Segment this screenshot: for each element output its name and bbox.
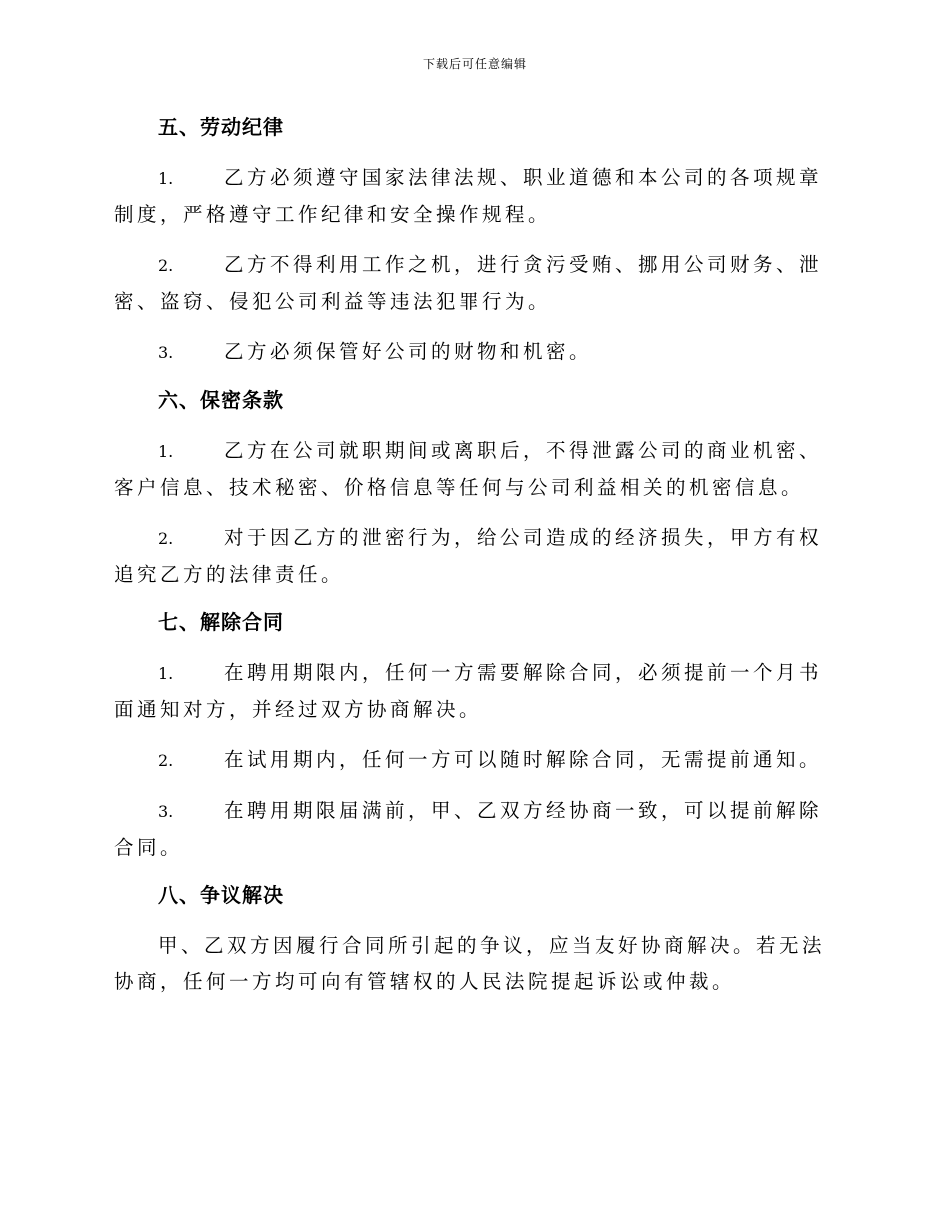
clause — [114, 520, 836, 593]
clause — [114, 160, 836, 233]
section-heading: 五、劳动纪律 — [158, 115, 284, 139]
header-note: 下载后可任意编辑 — [422, 57, 527, 71]
clause-number: 3. — [158, 802, 174, 821]
document-body — [114, 112, 836, 1000]
clause-text: 乙方不得利用工作之机，进行贪污受贿、挪用公司财务、泄密、盗窃、侵犯公司利益等违法犯罪行为。 — [114, 253, 823, 313]
clause-number: 1. — [158, 442, 174, 461]
clause-number: 2. — [158, 751, 174, 770]
clause — [114, 742, 836, 779]
section-paragraph: 甲、乙双方因履行合同所引起的争议，应当友好协商解决。若无法协商，任何一方均可向有管辖权的人民法院提起诉讼或仲裁。 — [114, 934, 826, 993]
clause-text: 在聘用期限届满前，甲、乙双方经协商一致，可以提前解除合同。 — [114, 799, 823, 859]
clause — [114, 334, 836, 371]
clause — [114, 247, 836, 320]
clause — [114, 433, 836, 506]
clause-text: 乙方必须保管好公司的财物和机密。 — [224, 340, 593, 363]
clause-text: 对于因乙方的泄密行为，给公司造成的经济损失，甲方有权追究乙方的法律责任。 — [114, 526, 823, 586]
clause-text: 乙方在公司就职期间或离职后，不得泄露公司的商业机密、客户信息、技术秘密、价格信息等任何与公司利益相关的机密信息。 — [114, 439, 823, 499]
clause — [114, 655, 836, 728]
clause-text: 乙方必须遵守国家法律法规、职业道德和本公司的各项规章制度，严格遵守工作纪律和安全操作规程。 — [114, 166, 823, 226]
clause-text: 在聘用期限内，任何一方需要解除合同，必须提前一个月书面通知对方，并经过双方协商解决。 — [114, 661, 823, 721]
clause-number: 1. — [158, 664, 174, 683]
clause-number: 2. — [158, 529, 174, 548]
clause-number: 1. — [158, 169, 174, 188]
clause-number: 3. — [158, 343, 174, 362]
section-heading: 八、争议解决 — [158, 883, 284, 907]
section-heading: 七、解除合同 — [158, 610, 284, 634]
clause-number: 2. — [158, 256, 174, 275]
clause — [114, 793, 836, 866]
section-heading: 六、保密条款 — [158, 388, 284, 412]
clause-text: 在试用期内，任何一方可以随时解除合同，无需提前通知。 — [224, 748, 823, 771]
